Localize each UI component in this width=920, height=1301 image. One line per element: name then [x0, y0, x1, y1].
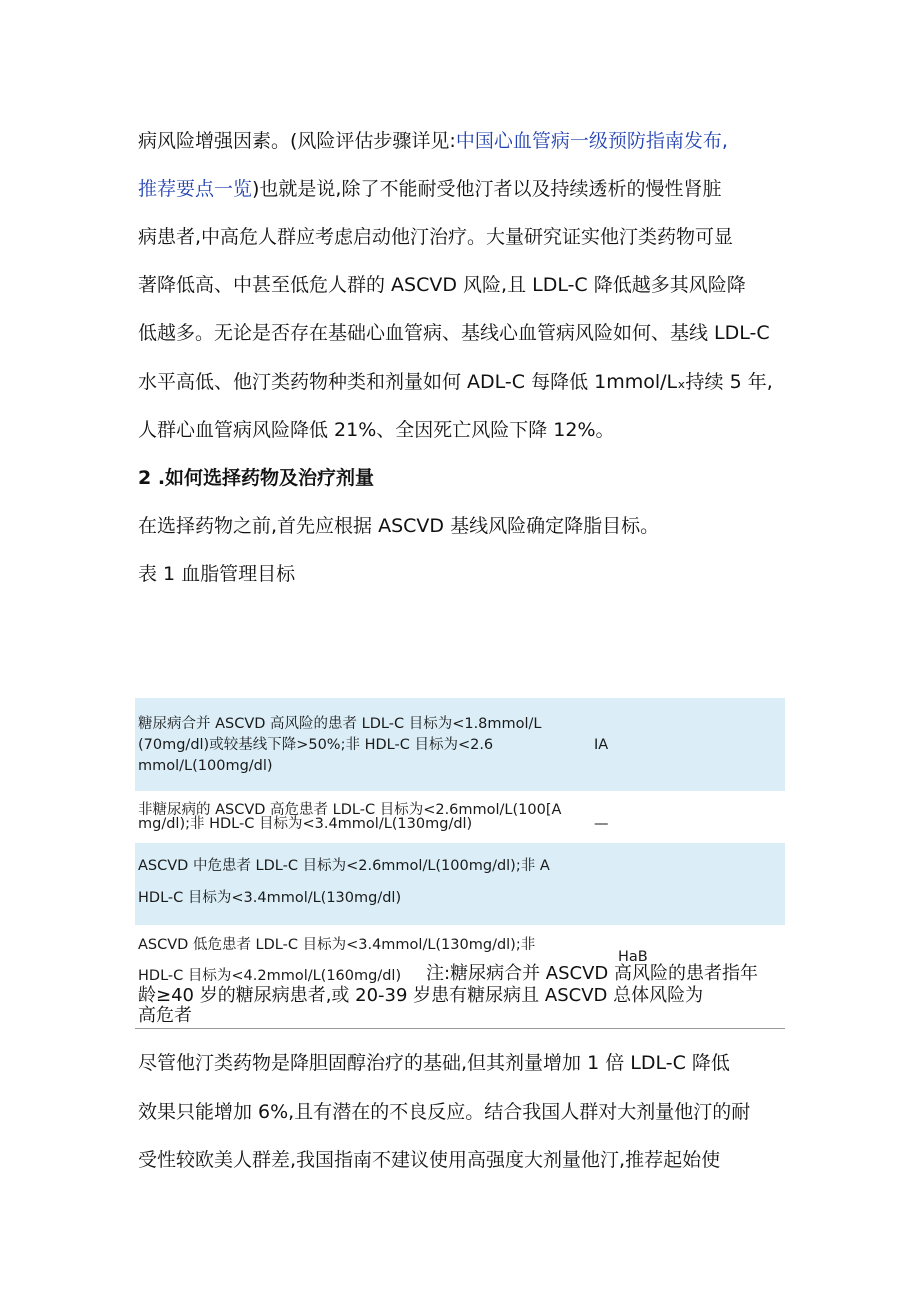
row1-grade: IA	[594, 737, 609, 753]
row1-line3: mmol/L(100mg/dl)	[138, 758, 273, 774]
para1-line1	[138, 128, 728, 154]
row2-grade: —	[594, 816, 609, 832]
para1-line3: 病患者,中高危人群应考虑启动他汀治疗。大量研究证实他汀类药物可显	[138, 226, 734, 248]
para2-line3: 受性较欧美人群差,我国指南不建议使用高强度大剂量他汀,推荐起始使	[138, 1149, 721, 1171]
para1-line2-text: )也就是说,除了不能耐受他汀者以及持续透析的慢性肾脏	[252, 178, 722, 200]
row2-line2: mg/dl);非 HDL-C 目标为<3.4mmol/L(130mg/dl)	[138, 816, 473, 832]
para2-line1: 尽管他汀类药物是降胆固醇治疗的基础,但其剂量增加 1 倍 LDL-C 降低	[138, 1052, 730, 1074]
key-points-link[interactable]: 推荐要点一览	[138, 178, 253, 200]
row4-grade: HaB	[618, 949, 648, 965]
para1-line6: 水平高低、他汀类药物种类和剂量如何 ADL-C 每降低 1mmol/Lₓ持续 5 年,	[138, 371, 773, 393]
row3-line2: HDL-C 目标为<3.4mmol/L(130mg/dl)	[138, 890, 402, 906]
table-bottom-rule	[135, 1028, 785, 1029]
row4-line1: ASCVD 低危患者 LDL-C 目标为<3.4mmol/L(130mg/dl);非	[138, 937, 536, 953]
table-note-line1: 注:糖尿病合并 ASCVD 高风险的患者指年	[426, 963, 758, 984]
guideline-link[interactable]: 中国心血管病一级预防指南发布,	[455, 130, 728, 152]
table-note-line2: 龄≥40 岁的糖尿病患者,或 20-39 岁患有糖尿病且 ASCVD 总体风险为	[138, 985, 704, 1006]
row2-line1: 非糖尿病的 ASCVD 高危患者 LDL-C 目标为<2.6mmol/L(100[A	[138, 802, 562, 818]
para2-line2: 效果只能增加 6%,且有潜在的不良反应。结合我国人群对大剂量他汀的耐	[138, 1101, 751, 1123]
para1-line7: 人群心血管病风险降低 21%、全因死亡风险下降 12%。	[138, 419, 615, 441]
para1-line5: 低越多。无论是否存在基础心血管病、基线心血管病风险如何、基线 LDL-C	[138, 322, 770, 344]
para1-line1-text: 病风险增强因素。(风险评估步骤详见:	[138, 130, 456, 152]
row3-line1: ASCVD 中危患者 LDL-C 目标为<2.6mmol/L(100mg/dl);非 A	[138, 858, 550, 874]
section-heading: 2 .如何选择药物及治疗剂量	[138, 467, 375, 489]
para1-line4: 著降低高、中甚至低危人群的 ASCVD 风险,且 LDL-C 降低越多其风险降	[138, 274, 746, 296]
table-caption: 表 1 血脂管理目标	[138, 563, 296, 585]
table-note-line3: 高危者	[138, 1005, 192, 1026]
row1-line1: 糖尿病合并 ASCVD 高风险的患者 LDL-C 目标为<1.8mmol/L	[138, 716, 542, 732]
section-intro: 在选择药物之前,首先应根据 ASCVD 基线风险确定降脂目标。	[138, 515, 660, 537]
para1-line2	[138, 176, 721, 202]
row4-line2: HDL-C 目标为<4.2mmol/L(160mg/dl)	[138, 968, 402, 984]
row1-line2: (70mg/dl)或较基线下降>50%;非 HDL-C 目标为<2.6	[138, 737, 494, 753]
